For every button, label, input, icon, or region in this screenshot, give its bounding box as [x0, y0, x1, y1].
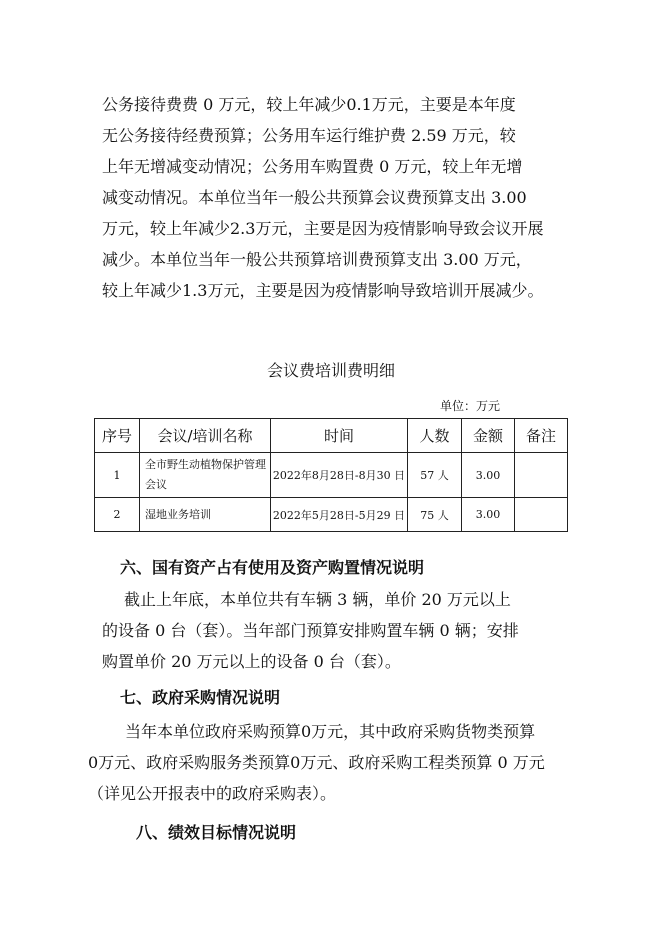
table-title: 会议费培训费明细: [266, 361, 395, 380]
cell-time: 2022年5月28日-5月29 日: [271, 498, 408, 532]
paragraph-line: （详见公开报表中的政府采购表）。: [88, 784, 337, 803]
header-no: 序号: [95, 419, 140, 453]
cell-amount: 3.00: [462, 498, 515, 532]
expense-table: [94, 418, 568, 532]
cell-note: [515, 453, 568, 498]
header-name: 会议/培训名称: [140, 419, 271, 453]
paragraph-line: 上年无增减变动情况；公务用车购置费 0 万元，较上年无增: [102, 157, 523, 176]
section-8-heading: 八、绩效目标情况说明: [136, 823, 297, 842]
paragraph-line: 购置单价 20 万元以上的设备 0 台（套）。: [102, 652, 401, 671]
table-row: [95, 498, 568, 532]
header-people: 人数: [408, 419, 462, 453]
paragraph-line: 0万元、政府采购服务类预算0万元、政府采购工程类预算 0 万元: [88, 753, 545, 772]
cell-note: [515, 498, 568, 532]
table-row: [95, 453, 568, 498]
cell-people: 75 人: [408, 498, 462, 532]
section-6-heading: 六、国有资产占有使用及资产购置情况说明: [120, 558, 425, 577]
cell-no: 1: [95, 453, 140, 498]
cell-name: 全市野生动植物保护管理会议: [140, 453, 271, 498]
header-time: 时间: [271, 419, 408, 453]
cell-time: 2022年8月28日-8月30 日: [271, 453, 408, 498]
cell-name: 湿地业务培训: [140, 498, 271, 532]
paragraph-line: 截止上年底，本单位共有车辆 3 辆，单价 20 万元以上: [124, 590, 511, 609]
paragraph-line: 无公务接待经费预算；公务用车运行维护费 2.59 万元，较: [102, 126, 516, 145]
table-header-row: [95, 419, 568, 453]
paragraph-line: 万元，较上年减少2.3万元，主要是因为疫情影响导致会议开展: [102, 219, 544, 238]
cell-people: 57 人: [408, 453, 462, 498]
paragraph-line: 较上年减少1.3万元，主要是因为疫情影响导致培训开展减少。: [102, 281, 544, 300]
paragraph-line: 的设备 0 台（套）。当年部门预算安排购置车辆 0 辆；安排: [102, 621, 519, 640]
header-note: 备注: [515, 419, 568, 453]
header-amount: 金额: [462, 419, 515, 453]
section-6-paragraph: [102, 584, 582, 677]
table-unit: 单位：万元: [440, 399, 501, 413]
section-7-paragraph: [88, 716, 588, 809]
paragraph-line: 当年本单位政府采购预算0万元，其中政府采购货物类预算: [125, 722, 536, 741]
cell-amount: 3.00: [462, 453, 515, 498]
paragraph-line: 减变动情况。本单位当年一般公共预算会议费预算支出 3.00: [102, 188, 527, 207]
paragraph-line: 减少。本单位当年一般公共预算培训费预算支出 3.00 万元，: [102, 250, 532, 269]
section-7-heading: 七、政府采购情况说明: [120, 688, 281, 707]
paragraph-line: 公务接待费费 0 万元，较上年减少0.1万元，主要是本年度: [102, 95, 516, 114]
intro-paragraph: [102, 89, 582, 306]
cell-no: 2: [95, 498, 140, 532]
